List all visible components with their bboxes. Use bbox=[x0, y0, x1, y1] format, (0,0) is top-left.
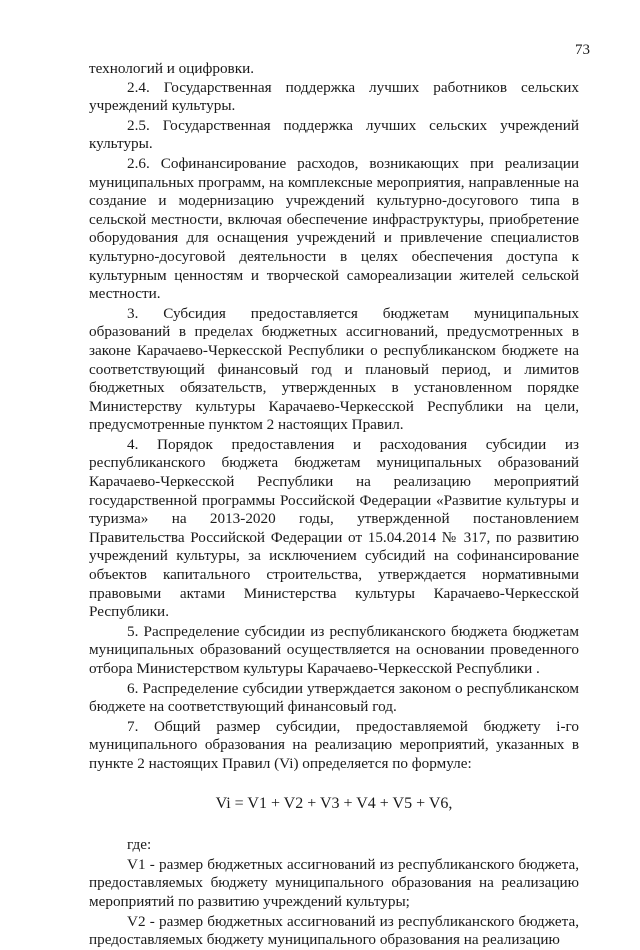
formula-where: где: bbox=[127, 836, 152, 854]
paragraph-5: 5. Распределение субсидии из республиканского бюджета бюджетам муниципальных образований осуществляется на основании проведенного отбора Министерством культуры Карачаево-Черкесской Республики . bbox=[89, 622, 579, 677]
paragraph-2-5: 2.5. Государственная поддержка лучших сельских учреждений культуры. bbox=[89, 116, 579, 153]
document-body bbox=[89, 60, 579, 950]
paragraph-2-4: 2.4. Государственная поддержка лучших работников сельских учреждений культуры. bbox=[89, 78, 579, 115]
paragraph-7: 7. Общий размер субсидии, предоставляемой бюджету i-го муниципального образования на реализацию мероприятий, указанных в пункте 2 настоящих Правил (Vi) определяется по формуле: bbox=[89, 717, 579, 772]
paragraph-3: 3. Субсидия предоставляется бюджетам муниципальных образований в пределах бюджетных ассигнований, предусмотренных в законе Карачаево-Черкесской Республики о республиканском бюджете на соответствующий финансовый год и плановый период, и лимитов бюджетных обязательств, утвержденных в установленном порядке Министерству культуры Карачаево-Черкесской Республики на цели, предусмотренные пунктом 2 настоящих Правил. bbox=[89, 304, 579, 434]
formula: Vi = V1 + V2 + V3 + V4 + V5 + V6, bbox=[215, 794, 453, 812]
paragraph-6: 6. Распределение субсидии утверждается законом о республиканском бюджете на соответствующий финансовый год. bbox=[89, 679, 579, 716]
paragraph-v2: V2 - размер бюджетных ассигнований из республиканского бюджета, предоставляемых бюджету муниципального образования на реализацию bbox=[89, 912, 579, 949]
page-number: 73 bbox=[575, 42, 590, 58]
paragraph-4: 4. Порядок предоставления и расходования субсидии из республиканского бюджета бюджетам муниципальных образований Карачаево-Черкесской Республики на реализацию мероприятий государственной программы Российской Федерации «Развитие культуры и туризма» на 2013-2020 годы, утвержденной постановлением Правительства Российской Федерации от 15.04.2014 № 317, по развитию учреждений культуры, за исключением субсидий на софинансирование объектов капитального строительства, утверждается нормативными правовыми актами Министерства культуры Карачаево-Черкесской Республики. bbox=[89, 435, 579, 621]
paragraph-continuation: технологий и оцифровки. bbox=[89, 60, 255, 77]
paragraph-2-6: 2.6. Софинансирование расходов, возникающих при реализации муниципальных программ, на комплексные мероприятия, направленные на создание и модернизацию учреждений культурно-досугового типа в сельской местности, включая обеспечение инфраструктуры, приобретение оборудования для оснащения учреждений и привлечение специалистов культурно-досуговой деятельности в целях обеспечения доступа к культурным ценностям и творческой самореализации жителей сельской местности. bbox=[89, 154, 579, 303]
paragraph-v1: V1 - размер бюджетных ассигнований из республиканского бюджета, предоставляемых бюджету муниципального образования на реализацию мероприятий по развитию учреждений культуры; bbox=[89, 855, 579, 910]
